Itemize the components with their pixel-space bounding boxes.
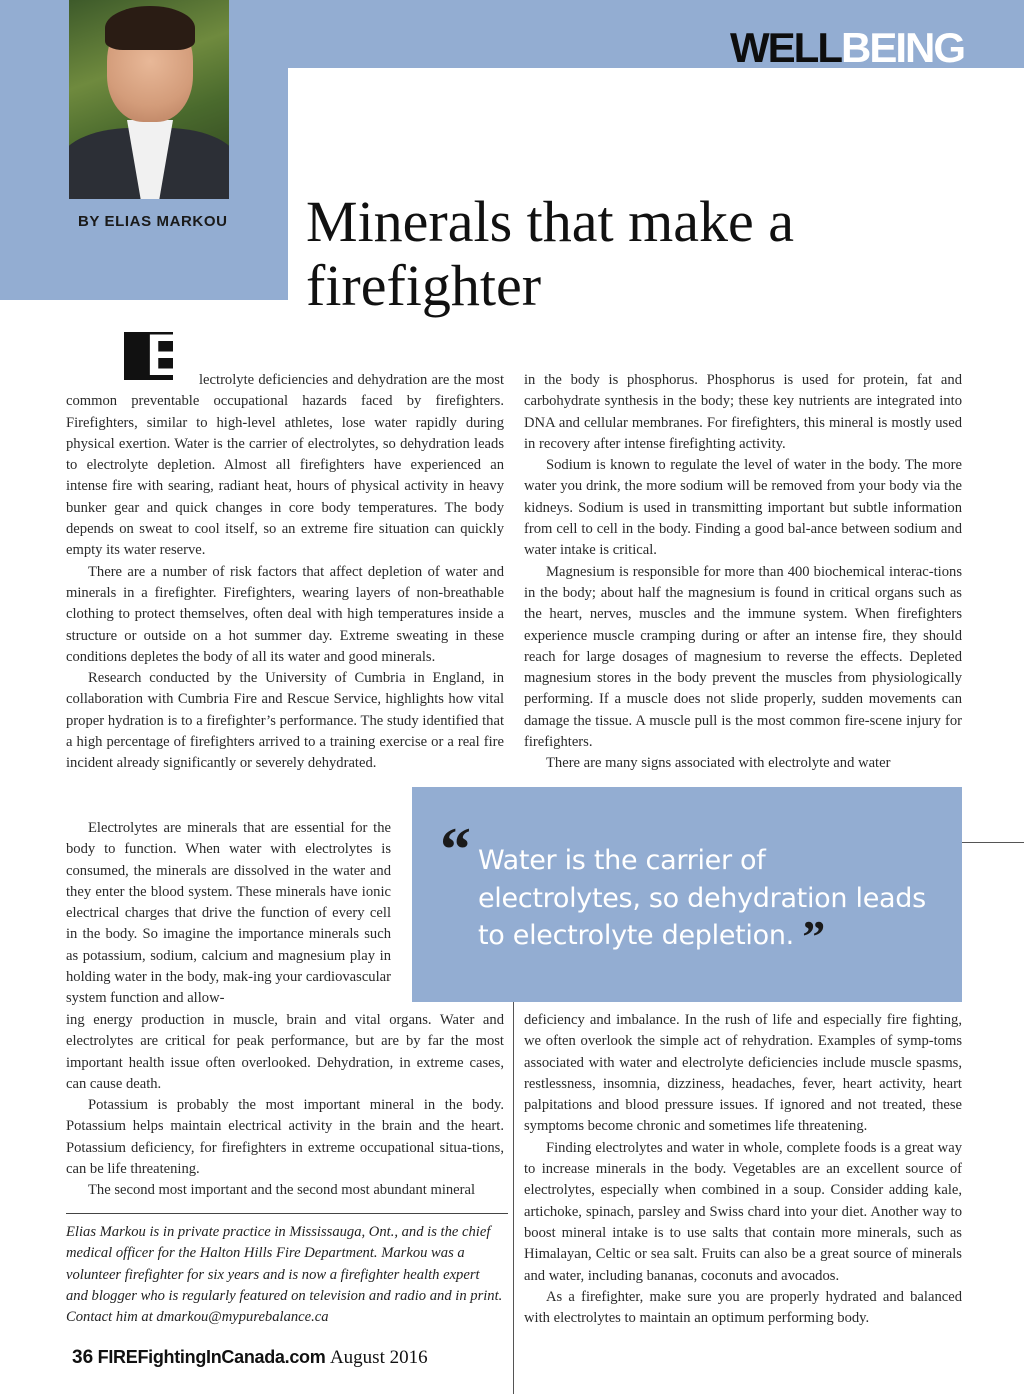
pull-quote-text: Water is the carrier of electrolytes, so dehydration leads to electrolyte depletion. bbox=[478, 845, 926, 951]
close-quote-icon: ” bbox=[802, 911, 825, 962]
paragraph: As a firefighter, make sure you are properly hydrated and balanced with electrolytes to maintain an optimum performing body. bbox=[524, 1288, 962, 1327]
lead-paragraph bbox=[66, 323, 504, 562]
section-title-part2: BEING bbox=[840, 24, 964, 71]
paragraph: ing energy production in muscle, brain and vital organs. Water and electrolytes are critical for peak performance, but are by far the most important health issue often overlooked. Dehydration, in extreme cases, can cause death. bbox=[66, 1012, 504, 1092]
column-divider bbox=[513, 1002, 514, 1394]
author-photo bbox=[69, 0, 229, 199]
open-quote-icon: “ bbox=[440, 816, 471, 884]
paragraph: Potassium is probably the most important mineral in the body. Potassium helps maintain electrical activity in the brain and the heart. Potassium deficiency, for firefighters in extreme occupational situa-tions, can be life threatening. bbox=[66, 1097, 504, 1178]
left-column-top bbox=[66, 323, 504, 775]
bio-divider bbox=[66, 1213, 508, 1214]
paragraph: Research conducted by the University of Cumbria in England, in collaboration with Cumbria Fire and Rescue Service, highlights how vital proper hydration is to a firefighter’s performance. The study identified that a high percentage of firefighters arrived to a training exercise or a real fire incident already significantly or severely dehydrated. bbox=[66, 670, 504, 772]
section-title bbox=[730, 24, 964, 72]
drop-cap: E bbox=[124, 332, 173, 380]
paragraph: Magnesium is responsible for more than 400 biochemical interac-tions in the body; about half the magnesium is found in critical organs such as the heart, nerves, muscles and the immune system. When firefighters experience muscle cramping during or after an intense fire, they should reach for large dosages of magnesium to reverse the effects. Depleted magnesium stores in the body prevent the muscles from physiologically performing. If a muscle does not slide properly, sudden movements can damage the tissue. A muscle pull is the most common fire-scene injury for firefighters. bbox=[524, 563, 962, 751]
footer-site: FIREFightingInCanada.com bbox=[97, 1347, 326, 1367]
headline: Minerals that make a firefighter bbox=[306, 189, 794, 318]
footer-date: August 2016 bbox=[329, 1347, 428, 1368]
paragraph: The second most important and the second most abundant mineral bbox=[88, 1182, 476, 1199]
right-column-bottom bbox=[524, 1010, 962, 1329]
byline: BY ELIAS MARKOU bbox=[78, 213, 228, 230]
left-column-narrow bbox=[66, 818, 391, 1010]
left-column-bottom bbox=[66, 1010, 504, 1202]
paragraph: in the body is phosphorus. Phosphorus is used for protein, fat and carbohydrate synthesis in the body; these key nutrients are integrated into DNA and cellular membranes. For firefighters, this mineral is mostly used in recovery after intense firefighting activity. bbox=[524, 372, 962, 452]
paragraph: Finding electrolytes and water in whole, complete foods is a great way to increase minerals in the body. Vegetables are an excellent source of electrolytes, especially when combined in a soup. Consider adding kale, artichoke, spinach, parsley and Swiss chard into your diet. Another way to boost mineral intake is to use salts that contain more minerals, such as Himalayan, Celtic or sea salt. Fruits can also be a great source of minerals and water, including bananas, coconuts and avocados. bbox=[524, 1139, 962, 1284]
page-footer bbox=[72, 1347, 428, 1369]
paragraph: Sodium is known to regulate the level of water in the body. The more water you drink, the more sodium will be removed from your body via the kidneys. Sodium is used in transmitting important but subtle information from cell to cell in the body. Finding a good bal-ance between sodium and water intake is critical. bbox=[524, 457, 962, 559]
right-column-top bbox=[524, 370, 962, 775]
paragraph: deficiency and imbalance. In the rush of life and especially fire fighting, we often overlook the simple act of rehydration. Examples of symp-toms associated with water and electrolyte deficiencies include muscle spasms, restlessness, insomnia, dizziness, headaches, fever, heart activity, heart palpitations and blood pressure issues. If ignored and not treated, these symptoms become chronic and sometimes life threatening. bbox=[524, 1012, 962, 1135]
paragraph: There are many signs associated with electrolyte and water bbox=[546, 755, 891, 772]
section-title-part1: WELL bbox=[730, 24, 841, 71]
pull-quote bbox=[478, 842, 928, 962]
lead-text: lectrolyte deficiencies and dehydration are the most common preventable occupational hazards faced by firefighters. Firefighters, similar to high-level athletes, lose water rapidly during physical exertion. Water is the carrier of electrolytes, so dehydration leads to electrolyte depletion. Almost all firefighters have experienced an intense fire with searing, radiant heat, hours of physical activity in heavy bunker gear and quick changes in core body temperatures. The body depends on sweat to cool itself, so an extreme fire situation can quickly empty its water reserve. bbox=[66, 372, 504, 559]
quote-rule bbox=[962, 842, 1024, 843]
author-bio: Elias Markou is in private practice in Mississauga, Ont., and is the chief medical officer for the Halton Hills Fire Department. Markou was a volunteer firefighter for six years and is now a firefighter health expert and blogger who is regularly featured on television and radio and in print. Contact him at dmarkou@mypurebalance.ca bbox=[66, 1224, 503, 1326]
paragraph: Electrolytes are minerals that are essential for the body to function. When water with electrolytes is consumed, the minerals are dissolved in the water and they enter the blood system. These minerals have ionic electrical charges that drive the function of every cell in the body. So imagine the importance minerals such as potassium, sodium, calcium and magnesium play in holding water in the body, mak-ing your cardiovascular system function and allow- bbox=[66, 820, 391, 1007]
paragraph: There are a number of risk factors that affect depletion of water and minerals in a firefighter. Firefighters, wearing layers of non-breathable clothing to protect themselves, often deal with high temperatures inside a structure or outside on a hot summer day. Extreme sweating in these conditions depletes the body of all its water and good minerals. bbox=[66, 563, 504, 665]
page-number: 36 bbox=[72, 1347, 94, 1368]
